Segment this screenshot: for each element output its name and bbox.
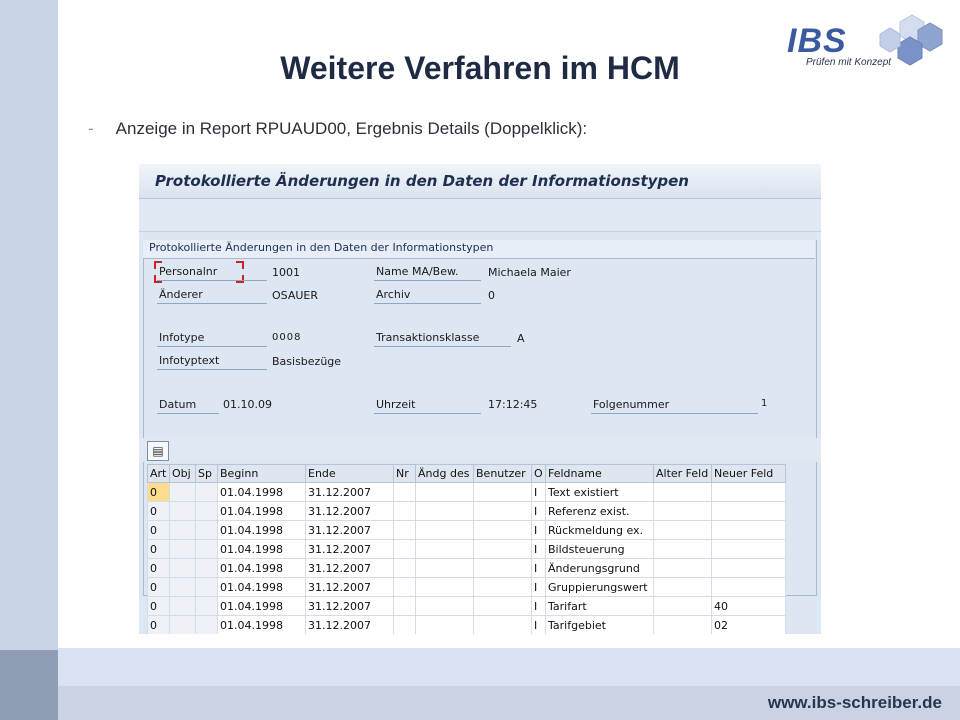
table-cell[interactable]: 0 <box>148 521 170 540</box>
column-header[interactable]: Feldname <box>546 465 654 483</box>
table-cell[interactable]: 31.12.2007 <box>306 578 394 597</box>
table-cell[interactable] <box>394 521 416 540</box>
table-cell[interactable]: 31.12.2007 <box>306 540 394 559</box>
bullet-text: Anzeige in Report RPUAUD00, Ergebnis Details (Doppelklick): <box>115 119 588 138</box>
document-icon[interactable]: ▤ <box>147 441 169 461</box>
table-row[interactable] <box>148 597 786 616</box>
table-cell[interactable] <box>712 559 786 578</box>
table-cell[interactable] <box>416 597 474 616</box>
table-cell[interactable] <box>170 597 196 616</box>
table-row[interactable] <box>148 502 786 521</box>
table-cell[interactable]: 31.12.2007 <box>306 483 394 502</box>
name-value[interactable]: Michaela Maier <box>488 266 571 279</box>
column-header[interactable]: Beginn <box>218 465 306 483</box>
table-cell[interactable] <box>170 483 196 502</box>
slide-title: Weitere Verfahren im HCM <box>280 50 680 86</box>
table-cell[interactable] <box>394 578 416 597</box>
archiv-value[interactable]: 0 <box>488 289 495 302</box>
table-cell[interactable] <box>474 559 532 578</box>
personalnr-label: Personalnr <box>157 265 267 281</box>
table-cell[interactable]: I <box>532 540 546 559</box>
table-row[interactable] <box>148 578 786 597</box>
table-cell[interactable]: 0 <box>148 559 170 578</box>
sap-application-toolbar <box>139 199 821 232</box>
column-header[interactable]: Sp <box>196 465 218 483</box>
table-cell[interactable]: 01.04.1998 <box>218 483 306 502</box>
table-cell[interactable] <box>474 502 532 521</box>
table-row[interactable] <box>148 616 786 635</box>
table-cell[interactable]: 01.04.1998 <box>218 578 306 597</box>
column-header[interactable]: Art <box>148 465 170 483</box>
table-cell[interactable]: I <box>532 578 546 597</box>
table-cell[interactable]: 31.12.2007 <box>306 521 394 540</box>
table-cell[interactable] <box>474 616 532 635</box>
table-cell[interactable] <box>170 559 196 578</box>
table-cell[interactable] <box>196 616 218 635</box>
table-cell[interactable] <box>394 483 416 502</box>
table-row[interactable] <box>148 483 786 502</box>
table-cell[interactable]: Rückmeldung ex. <box>546 521 654 540</box>
table-cell[interactable] <box>654 483 712 502</box>
table-header-row <box>148 465 786 483</box>
table-cell[interactable]: 01.04.1998 <box>218 616 306 635</box>
datum-value[interactable]: 01.10.09 <box>223 398 272 411</box>
infotyptext-label: Infotyptext <box>157 354 267 370</box>
table-cell[interactable] <box>196 559 218 578</box>
table-cell[interactable] <box>654 502 712 521</box>
table-cell[interactable] <box>416 559 474 578</box>
table-cell[interactable] <box>474 483 532 502</box>
table-cell[interactable] <box>196 521 218 540</box>
table-cell[interactable] <box>416 540 474 559</box>
table-cell[interactable]: Tarifart <box>546 597 654 616</box>
slide-bottom-band <box>58 648 960 686</box>
table-cell[interactable]: Referenz exist. <box>546 502 654 521</box>
table-cell[interactable] <box>712 521 786 540</box>
detail-group-title: Protokollierte Änderungen in den Daten der Informationstypen <box>149 241 494 254</box>
table-cell[interactable] <box>416 502 474 521</box>
table-cell[interactable] <box>416 521 474 540</box>
table-cell[interactable] <box>196 483 218 502</box>
table-cell[interactable] <box>474 521 532 540</box>
name-label: Name MA/Bew. <box>374 265 481 281</box>
table-cell[interactable]: 31.12.2007 <box>306 559 394 578</box>
table-toolbar <box>139 438 821 462</box>
table-cell[interactable]: 01.04.1998 <box>218 502 306 521</box>
table-cell[interactable] <box>654 521 712 540</box>
table-cell[interactable] <box>416 616 474 635</box>
table-cell[interactable] <box>712 483 786 502</box>
column-header[interactable]: Nr <box>394 465 416 483</box>
uhrzeit-value[interactable]: 17:12:45 <box>488 398 538 411</box>
personalnr-value[interactable]: 1001 <box>272 266 300 279</box>
table-row[interactable] <box>148 521 786 540</box>
datum-label: Datum <box>157 398 219 414</box>
table-cell[interactable] <box>170 521 196 540</box>
table-cell[interactable] <box>654 540 712 559</box>
slide-left-bar-bottom <box>0 650 58 720</box>
bullet-line <box>88 119 587 139</box>
column-header[interactable]: Benutzer <box>474 465 532 483</box>
sap-window <box>139 164 821 634</box>
folgenummer-value[interactable]: 1 <box>761 398 768 409</box>
table-cell[interactable]: I <box>532 483 546 502</box>
table-cell[interactable] <box>394 597 416 616</box>
folgenummer-label: Folgenummer <box>591 398 758 414</box>
infotyptext-value[interactable]: Basisbezüge <box>272 355 342 368</box>
table-row[interactable] <box>148 540 786 559</box>
table-cell[interactable]: Gruppierungswert <box>546 578 654 597</box>
table-cell[interactable] <box>170 502 196 521</box>
detail-group-header <box>143 240 815 259</box>
table-cell[interactable]: Bildsteuerung <box>546 540 654 559</box>
column-header[interactable]: Obj <box>170 465 196 483</box>
table-cell[interactable] <box>654 597 712 616</box>
column-header[interactable]: Ende <box>306 465 394 483</box>
table-cell[interactable]: Änderungsgrund <box>546 559 654 578</box>
infotype-label: Infotype <box>157 331 267 347</box>
table-cell[interactable] <box>474 540 532 559</box>
table-cell[interactable]: 0 <box>148 597 170 616</box>
aenderer-value[interactable]: OSAUER <box>272 289 319 302</box>
table-cell[interactable] <box>712 502 786 521</box>
table-row[interactable] <box>148 559 786 578</box>
table-cell[interactable] <box>416 578 474 597</box>
column-header[interactable]: O <box>532 465 546 483</box>
table-cell[interactable] <box>394 540 416 559</box>
table-cell[interactable] <box>712 578 786 597</box>
footer-url[interactable]: www.ibs-schreiber.de <box>767 693 942 712</box>
logo-tagline: Prüfen mit Konzept <box>806 57 892 68</box>
table-cell[interactable] <box>416 483 474 502</box>
column-header[interactable]: Neuer Feld <box>712 465 786 483</box>
logo-wordmark: IBS <box>787 22 847 60</box>
table-cell[interactable]: 01.04.1998 <box>218 521 306 540</box>
sap-window-title: Protokollierte Änderungen in den Daten der Informationstypen <box>155 172 689 190</box>
table-cell[interactable] <box>712 540 786 559</box>
table-cell[interactable] <box>654 578 712 597</box>
transaktionsklasse-label: Transaktionsklasse <box>374 331 511 347</box>
table-cell[interactable]: I <box>532 559 546 578</box>
table-cell[interactable]: 01.04.1998 <box>218 559 306 578</box>
column-header[interactable]: Ändg des <box>416 465 474 483</box>
column-header[interactable]: Alter Feld <box>654 465 712 483</box>
table-cell[interactable]: I <box>532 521 546 540</box>
table-cell[interactable]: Tarifgebiet <box>546 616 654 635</box>
table-cell[interactable]: 31.12.2007 <box>306 616 394 635</box>
table-cell[interactable] <box>394 502 416 521</box>
table-cell[interactable] <box>654 559 712 578</box>
table-cell[interactable] <box>170 616 196 635</box>
table-cell[interactable] <box>196 502 218 521</box>
table-cell[interactable]: Text existiert <box>546 483 654 502</box>
table-cell[interactable] <box>394 616 416 635</box>
table-cell[interactable]: 0 <box>148 540 170 559</box>
table-cell[interactable]: I <box>532 597 546 616</box>
bullet-dash: - <box>88 119 94 138</box>
table-cell[interactable]: 0 <box>148 616 170 635</box>
slide-left-bar <box>0 0 58 650</box>
table-cell[interactable] <box>196 540 218 559</box>
infotype-value[interactable]: 0008 <box>272 332 302 343</box>
sap-title-bar <box>139 164 821 199</box>
table-cell[interactable] <box>474 597 532 616</box>
uhrzeit-label: Uhrzeit <box>374 398 481 414</box>
table-cell[interactable]: 02 <box>712 616 786 635</box>
table-cell[interactable]: 31.12.2007 <box>306 502 394 521</box>
table-cell[interactable]: 0 <box>148 502 170 521</box>
table-cell[interactable] <box>196 597 218 616</box>
table-cell[interactable]: 40 <box>712 597 786 616</box>
table-cell[interactable] <box>394 559 416 578</box>
archiv-label: Archiv <box>374 288 481 304</box>
aenderer-label: Änderer <box>157 288 267 304</box>
table-cell[interactable] <box>654 616 712 635</box>
transaktionsklasse-value[interactable]: A <box>517 332 525 345</box>
changes-table <box>147 464 786 634</box>
table-cell[interactable] <box>196 578 218 597</box>
table-cell[interactable] <box>474 578 532 597</box>
table-cell[interactable]: 31.12.2007 <box>306 597 394 616</box>
table-cell[interactable] <box>170 578 196 597</box>
table-cell[interactable]: 01.04.1998 <box>218 540 306 559</box>
table-cell[interactable]: 0 <box>148 578 170 597</box>
table-cell[interactable] <box>170 540 196 559</box>
table-cell[interactable]: 0 <box>148 483 170 502</box>
table-cell[interactable]: I <box>532 502 546 521</box>
table-cell[interactable]: I <box>532 616 546 635</box>
table-cell[interactable]: 01.04.1998 <box>218 597 306 616</box>
